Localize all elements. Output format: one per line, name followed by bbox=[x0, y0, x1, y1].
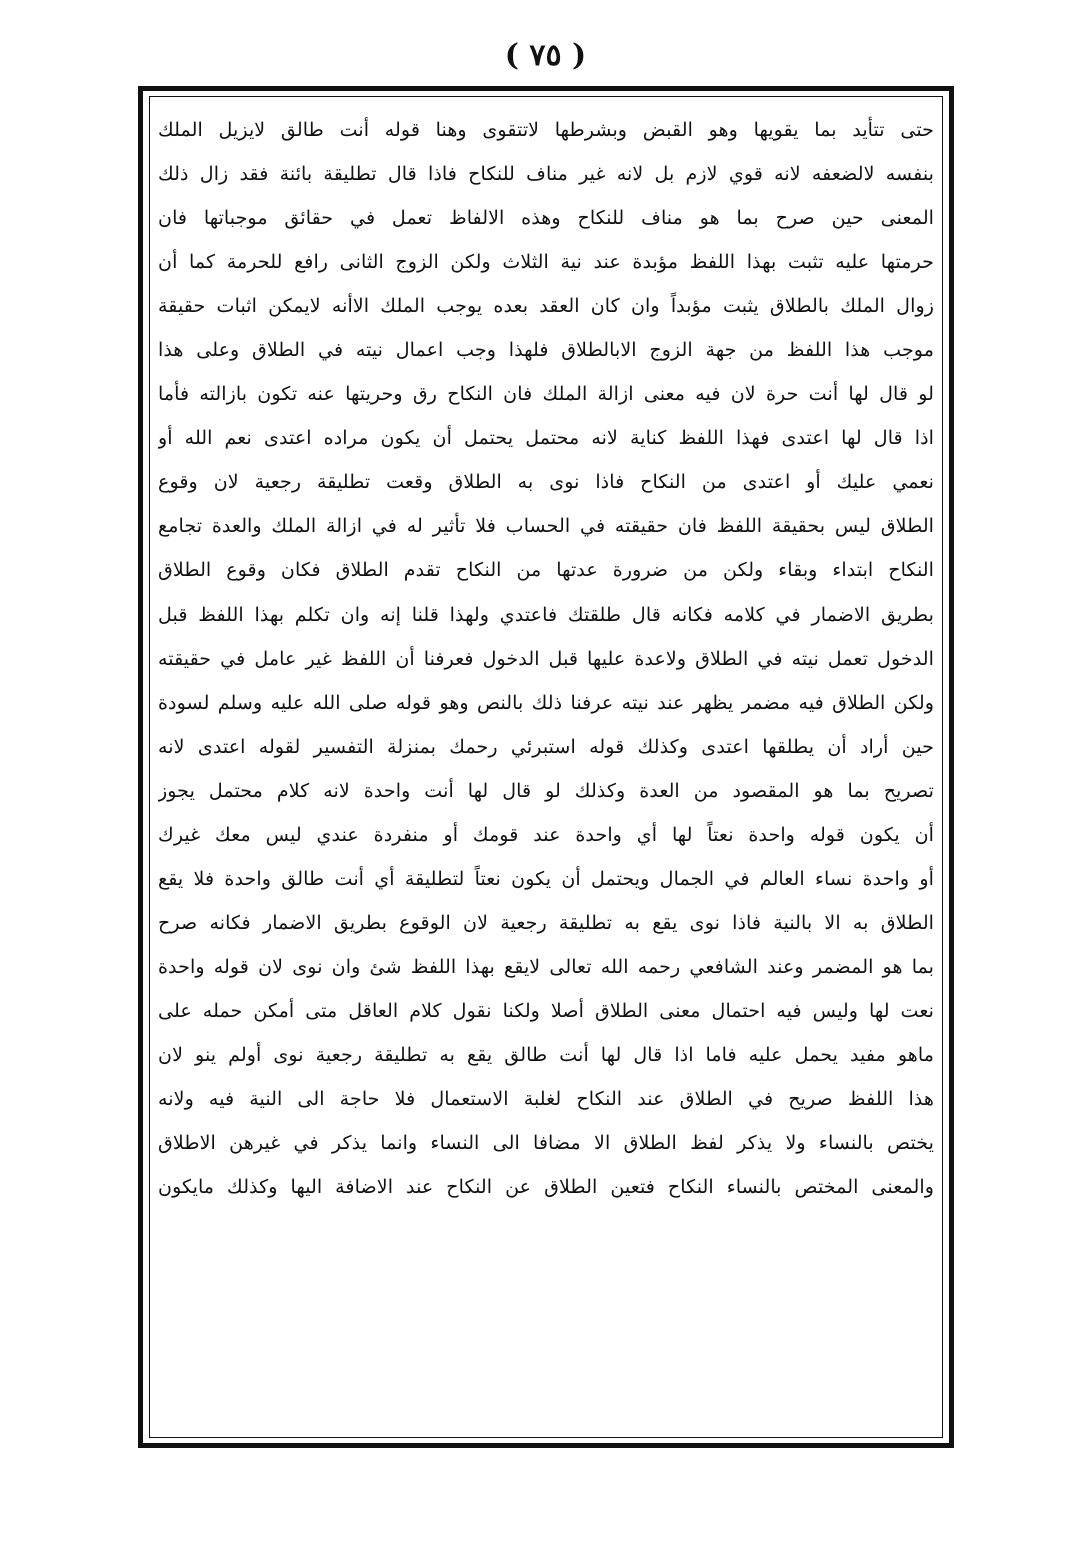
text-line: والمعنى المختص بالنساء النكاح فتعين الطلاق عن النكاح عند الاضافة اليها وكذلك مايكون bbox=[158, 1175, 934, 1199]
text-line: الطلاق ليس بحقيقة اللفظ فان حقيقته في الحساب فلا تأثير له في ازالة الملك والعدة تجامع bbox=[158, 514, 934, 538]
text-line: المعنى حين صرح بما هو مناف للنكاح وهذه الالفاظ تعمل في حقائق موجباتها فان bbox=[158, 206, 934, 230]
text-line: نعمي عليك أو اعتدى من النكاح فاذا نوى به الطلاق وقعت تطليقة رجعية لان وقوع bbox=[158, 470, 934, 494]
text-line: موجب هذا اللفظ من جهة الزوج الابالطلاق فلهذا وجب اعمال نيته في الطلاق وعلى هذا bbox=[158, 338, 934, 362]
text-line: بنفسه لالضعفه لانه قوي لازم بل لانه غير مناف للنكاح فاذا قال تطليقة بائنة فقد زال ذلك bbox=[158, 162, 934, 186]
text-body bbox=[158, 108, 934, 1430]
text-line: بما هو المضمر وعند الشافعي رحمه الله تعالى لايقع بهذا اللفظ شئ وان نوى لان قوله واحدة bbox=[158, 954, 934, 978]
text-line: لو قال لها أنت حرة لان فيه معنى ازالة الملك فان النكاح رق وحريتها عنه تكون بازالته فأما bbox=[158, 382, 934, 406]
text-line: ماهو مفيد يحمل عليه فاما اذا قال لها أنت طالق يقع به تطليقة رجعية نوى أولم ينو لان bbox=[158, 1042, 934, 1066]
text-line: أو واحدة نساء العالم في الجمال ويحتمل أن يكون نعتاً لتطليقة أي أنت طالق واحدة فلا يقع bbox=[158, 866, 934, 890]
text-line: هذا اللفظ صريح في الطلاق عند النكاح لغلبة الاستعمال فلا حاجة الى النية فيه ولانه bbox=[158, 1087, 934, 1111]
text-line: النكاح ابتداء وبقاء ولكن من ضرورة عدتها من النكاح تقدم الطلاق فكان وقوع الطلاق bbox=[158, 558, 934, 582]
text-line: زوال الملك بالطلاق يثبت مؤبداً وان كان العقد بعده يوجب الملك الاأنه لايمكن اثبات حقيقة bbox=[158, 294, 934, 318]
page-number: ( ٧٥ ) bbox=[504, 38, 587, 73]
text-line: بطريق الاضمار في كلامه فكانه قال طلقتك فاعتدي ولهذا قلنا إنه وان تكلم بهذا اللفظ قبل bbox=[158, 602, 934, 626]
text-line: حتى تتأيد بما يقويها وهو القبض وبشرطها لاتتقوى وهنا قوله أنت طالق لايزيل الملك bbox=[158, 118, 934, 141]
text-line: تصريح بما هو المقصود من العدة وكذلك لو قال لها أنت واحدة لانه كلام محتمل يجوز bbox=[158, 778, 934, 802]
text-line: ولكن الطلاق فيه مضمر يظهر عند نيته عرفنا ذلك بالنص وهو قوله صلى الله عليه وسلم لسودة bbox=[158, 690, 934, 714]
text-line: حرمتها عليه تثبت بهذا اللفظ مؤبدة عند نية الثلاث ولكن الزوج الثانى رافع للحرمة كما أن bbox=[158, 250, 934, 274]
text-line: نعت لها وليس فيه احتمال معنى الطلاق أصلا ولكنا نقول كلام العاقل متى أمكن حمله على bbox=[158, 998, 934, 1022]
text-line: اذا قال لها اعتدى فهذا اللفظ كناية لانه محتمل يحتمل أن يكون مراده اعتدى نعم الله أو bbox=[158, 426, 934, 450]
text-line: يختص بالنساء ولا يذكر لفظ الطلاق الا مضافا الى النساء وانما يذكر في غيرهن الاطلاق bbox=[158, 1131, 934, 1155]
text-line: الدخول تعمل نيته في الطلاق ولاعدة عليها قبل الدخول فعرفنا أن اللفظ غير عامل في حقيقته bbox=[158, 646, 934, 670]
text-line: الطلاق به الا بالنية فاذا نوى يقع به تطليقة رجعية لان الوقوع بطريق الاضمار فكانه صرح bbox=[158, 910, 934, 934]
text-line: أن يكون قوله واحدة نعتاً لها أي واحدة عند قومك أو منفردة عندي ليس معك غيرك bbox=[158, 822, 934, 846]
text-line: حين أراد أن يطلقها اعتدى وكذلك قوله استبرئي رحمك بمنزلة التفسير لقوله اعتدى لانه bbox=[158, 734, 934, 758]
